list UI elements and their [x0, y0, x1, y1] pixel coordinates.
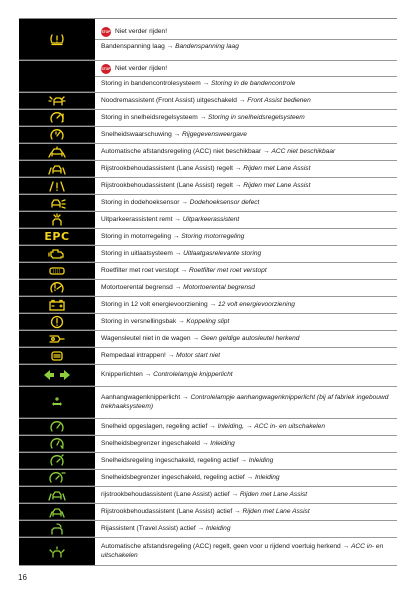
description-text: Motortoerental begrensd [101, 283, 173, 291]
arrow-icon: → [244, 473, 255, 481]
arrow-icon: → [232, 507, 243, 515]
tyre-pressure-icon [19, 19, 95, 60]
row-description [95, 453, 397, 469]
description-line [101, 114, 391, 122]
epc-icon [19, 229, 95, 245]
row-description [95, 331, 397, 347]
description-text: Rijassistent (Travel Assist) actief [101, 524, 196, 532]
description-text: Snelheidsbegrenzer ingeschakeld, regeling actief [101, 473, 245, 481]
row-description [95, 387, 397, 418]
arrow-icon: → [171, 232, 182, 240]
row-description [95, 229, 397, 245]
reference-link[interactable]: Motortoerental begrensd [183, 283, 255, 291]
description-line [101, 199, 391, 207]
description-line [101, 233, 391, 241]
lane-assist-active-icon [19, 487, 95, 503]
description-line [101, 284, 391, 292]
key-icon [19, 331, 95, 347]
description-text: Storing in snelheidsregelsysteem [101, 113, 198, 121]
table-row [19, 178, 397, 195]
row-description [95, 487, 397, 503]
table-row [19, 331, 397, 348]
stop-icon: STOP [101, 27, 111, 37]
row-description [95, 93, 397, 109]
reference-link[interactable]: Inleiding [205, 524, 231, 532]
reference-link[interactable]: Rijgegevensweergave [182, 130, 247, 138]
description-line [101, 440, 391, 448]
row-description [95, 246, 397, 262]
description-line [95, 39, 397, 53]
arrow-icon: → [232, 164, 244, 172]
arrow-icon: → [180, 394, 191, 402]
description-text: Noodremassistent (Front Assist) uitgeschakeld [101, 96, 237, 104]
row-description [95, 504, 397, 520]
description-text: Storing in uitlaatsysteem [101, 249, 173, 257]
table-row [19, 365, 397, 387]
description-text: Wagensleutel niet in de wagen [101, 334, 191, 342]
table-row [19, 263, 397, 280]
reference-link[interactable]: Storing motorregeling [181, 232, 245, 240]
description-text: Bandenspanning laag [101, 43, 165, 51]
table-row [19, 436, 397, 453]
reference-link[interactable]: Storing in de bandencontrole [210, 80, 296, 88]
row-description [95, 348, 397, 364]
lane-assist-active-lines-icon [19, 504, 95, 520]
icon-cell-empty [19, 61, 95, 92]
arrow-icon: → [243, 422, 255, 430]
table-row [19, 212, 397, 229]
row-description [95, 263, 397, 279]
description-line [101, 301, 391, 309]
table-row [19, 110, 397, 127]
speed-limiter-icon [19, 436, 95, 452]
description-line [101, 474, 391, 482]
battery-icon [19, 297, 95, 313]
table-row [19, 161, 397, 178]
reference-link[interactable]: Front Assist bedienen [247, 96, 311, 104]
epc-label: EPC [44, 230, 70, 243]
acc-active-icon [19, 538, 95, 565]
reference-link[interactable]: Storing in snelheidsregelsysteem [208, 113, 305, 121]
description-line [101, 352, 391, 360]
travel-assist-icon [19, 521, 95, 537]
description-text: Snelheidswaarschuwing [101, 130, 172, 138]
table-row [19, 504, 397, 521]
stop-icon: STOP [101, 64, 111, 74]
soot-filter-icon [19, 263, 95, 279]
description-line [101, 508, 391, 516]
page-number: 16 [18, 573, 27, 582]
reference-link[interactable]: Inleiding [254, 473, 280, 481]
arrow-icon: → [178, 266, 189, 274]
description-text: Storing in motorregeling [101, 232, 172, 240]
arrow-icon: → [207, 422, 218, 430]
reference-link[interactable]: 12 volt energievoorziening [217, 300, 295, 308]
table-row [19, 144, 397, 161]
row-description [95, 195, 397, 211]
row-description [95, 61, 397, 92]
arrow-icon: → [176, 317, 187, 325]
blind-spot-icon [19, 195, 95, 211]
description-line [101, 97, 391, 105]
arrow-icon: → [229, 490, 240, 498]
description-text: Automatische afstandsregeling (ACC) niet beschikbaar [101, 147, 262, 155]
table-row [19, 280, 397, 297]
arrow-icon: → [238, 456, 249, 464]
arrow-icon: → [142, 371, 154, 379]
row-description [95, 314, 397, 330]
row-description [95, 470, 397, 486]
reference-link[interactable]: Uitparkeerassistent [182, 215, 240, 223]
warning-line [101, 25, 391, 39]
description-line [101, 543, 391, 560]
description-text: Snelheidsbegrenzer ingeschakeld [101, 439, 200, 447]
brake-pedal-icon [19, 348, 95, 364]
arrow-icon: → [179, 198, 190, 206]
description-text: Snelheidsregeling ingeschakeld, regeling actief [101, 456, 239, 464]
engine-check-icon [19, 246, 95, 262]
table-row [19, 521, 397, 538]
reference-link[interactable]: ACC in- en uitschakelen [254, 422, 325, 430]
cruise-control-icon [19, 419, 95, 435]
arrow-icon: → [165, 351, 177, 359]
description-text: Roetfilter met roet verstopt [101, 266, 179, 274]
table-row [19, 19, 397, 61]
description-text: Aanhangwagenknipperlicht [101, 394, 181, 402]
arrow-icon: → [261, 147, 272, 155]
description-text: Knipperlichten [101, 371, 143, 379]
description-text: Rijstrookbehoudassistent (Lane Assist) regelt [101, 164, 233, 172]
table-row [19, 470, 397, 487]
reference-link[interactable]: Rijden met Lane Assist [243, 164, 311, 172]
row-description [95, 127, 397, 143]
table-row [19, 229, 397, 246]
reference-link[interactable]: Roetfilter met roet verstopt [188, 266, 267, 274]
row-description [95, 144, 397, 160]
reference-link[interactable]: Bandenspanning laag [175, 43, 239, 51]
table-row [19, 195, 397, 212]
arrow-icon: → [200, 80, 211, 88]
park-assist-icon [19, 212, 95, 228]
row-description [95, 178, 397, 194]
table-row [19, 297, 397, 314]
description-line [101, 318, 391, 326]
description-text: Rijstrookbehoudassistent (Lane Assist) actief [101, 507, 233, 515]
arrow-icon: → [232, 181, 244, 189]
table-row [19, 93, 397, 110]
arrow-icon: → [171, 130, 183, 138]
acc-unavailable-icon [19, 144, 95, 160]
warning-lights-table [19, 18, 397, 566]
speed-warning-icon [19, 127, 95, 143]
arrow-icon: → [340, 543, 351, 551]
reference-link[interactable]: Inleiding [248, 456, 274, 464]
table-row [19, 419, 397, 436]
description-line [101, 250, 391, 258]
warning-text: Niet verder rijden! [115, 28, 168, 36]
gearbox-icon [19, 314, 95, 330]
description-line [101, 394, 391, 411]
arrow-icon: → [199, 439, 211, 447]
row-description [95, 161, 397, 177]
description-line [101, 216, 391, 224]
arrow-icon: → [172, 249, 184, 257]
reference-link[interactable]: Rijden met Lane Assist [242, 507, 310, 515]
description-text: Rempedaal intrappen! [101, 351, 166, 359]
rpm-limit-icon [19, 280, 95, 296]
row-description [95, 110, 397, 126]
description-line [101, 525, 391, 533]
table-row [19, 348, 397, 365]
lane-assist-car-icon [19, 161, 95, 177]
description-text: Storing in 12 volt energievoorziening [101, 300, 208, 308]
row-description [95, 212, 397, 228]
reference-link[interactable]: Motor start niet [176, 351, 221, 359]
description-line [101, 335, 391, 343]
reference-link[interactable]: Koppeling slipt [186, 317, 230, 325]
row-description [95, 538, 397, 565]
arrow-icon: → [207, 300, 218, 308]
description-text: rijstrookbehoudassistent (Lane Assist) actief [101, 490, 230, 498]
description-text: Rijstrookbehoudassistent (Lane Assist) regelt [101, 181, 233, 189]
description-line [101, 457, 391, 465]
arrow-icon: → [236, 96, 248, 104]
row-description [95, 419, 397, 435]
reference-link[interactable]: ACC niet beschikbaar [271, 147, 336, 155]
description-line [101, 182, 391, 190]
row-description [95, 436, 397, 452]
row-description [95, 297, 397, 313]
reference-link[interactable]: Controlelampje knipperlicht [153, 371, 233, 379]
speed-limiter-active-icon [19, 470, 95, 486]
row-description [95, 521, 397, 537]
table-row [19, 246, 397, 263]
description-line [95, 76, 397, 90]
table-row [19, 387, 397, 419]
description-line [101, 371, 391, 379]
row-description [95, 19, 397, 60]
reference-link[interactable]: Rijden met Lane Assist [239, 490, 308, 498]
description-line [101, 165, 391, 173]
arrow-icon: → [164, 43, 176, 51]
table-row [19, 487, 397, 504]
description-text: Snelheid opgeslagen, regeling actief [101, 422, 208, 430]
lane-assist-lines-icon [19, 178, 95, 194]
reference-link[interactable]: Dodehoeksensor defect [189, 198, 260, 206]
table-row [19, 453, 397, 470]
table-row [19, 538, 397, 566]
reference-link[interactable]: Rijden met Lane Assist [243, 181, 311, 189]
reference-link[interactable]: Uitlaatgasrelevante storing [183, 249, 262, 257]
cruise-control-active-icon [19, 453, 95, 469]
reference-link[interactable]: ACC in- en uitschakelen [101, 543, 384, 559]
trailer-signal-icon [19, 387, 95, 418]
description-line [101, 148, 391, 156]
table-row [19, 61, 397, 93]
turn-signal-icon [19, 365, 95, 386]
row-description [95, 365, 397, 386]
front-assist-icon [19, 93, 95, 109]
description-text: Automatische afstandsregeling (ACC) regelt, geen voor u rijdend voertuig herkend [101, 543, 341, 551]
table-row [19, 314, 397, 331]
description-text: Storing in bandencontrolesysteem [101, 80, 201, 88]
description-line [101, 131, 391, 139]
reference-link[interactable]: Controlelampje aanhangwagenknipperlicht (bij af fabriek ingebouwd trekhaaksysteem) [101, 394, 389, 410]
reference-link[interactable]: Inleiding, [217, 422, 244, 430]
description-line [101, 423, 391, 431]
arrow-icon: → [172, 215, 183, 223]
row-description [95, 280, 397, 296]
description-line [101, 491, 391, 499]
reference-link[interactable]: Geen geldige autosleutel herkend [200, 334, 300, 342]
arrow-icon: → [172, 283, 184, 291]
arrow-icon: → [195, 524, 206, 532]
description-text: Uitparkeerassistent remt [101, 215, 173, 223]
speed-limiter-fault-icon [19, 110, 95, 126]
reference-link[interactable]: Inleiding [210, 439, 235, 447]
description-text: Storing in dodehoeksensor [101, 198, 180, 206]
arrow-icon: → [190, 334, 201, 342]
warning-line [101, 62, 391, 76]
table-row [19, 127, 397, 144]
arrow-icon: → [197, 113, 209, 121]
warning-text: Niet verder rijden! [115, 65, 168, 73]
description-line [101, 267, 391, 275]
description-text: Storing in versnellingsbak [101, 317, 177, 325]
